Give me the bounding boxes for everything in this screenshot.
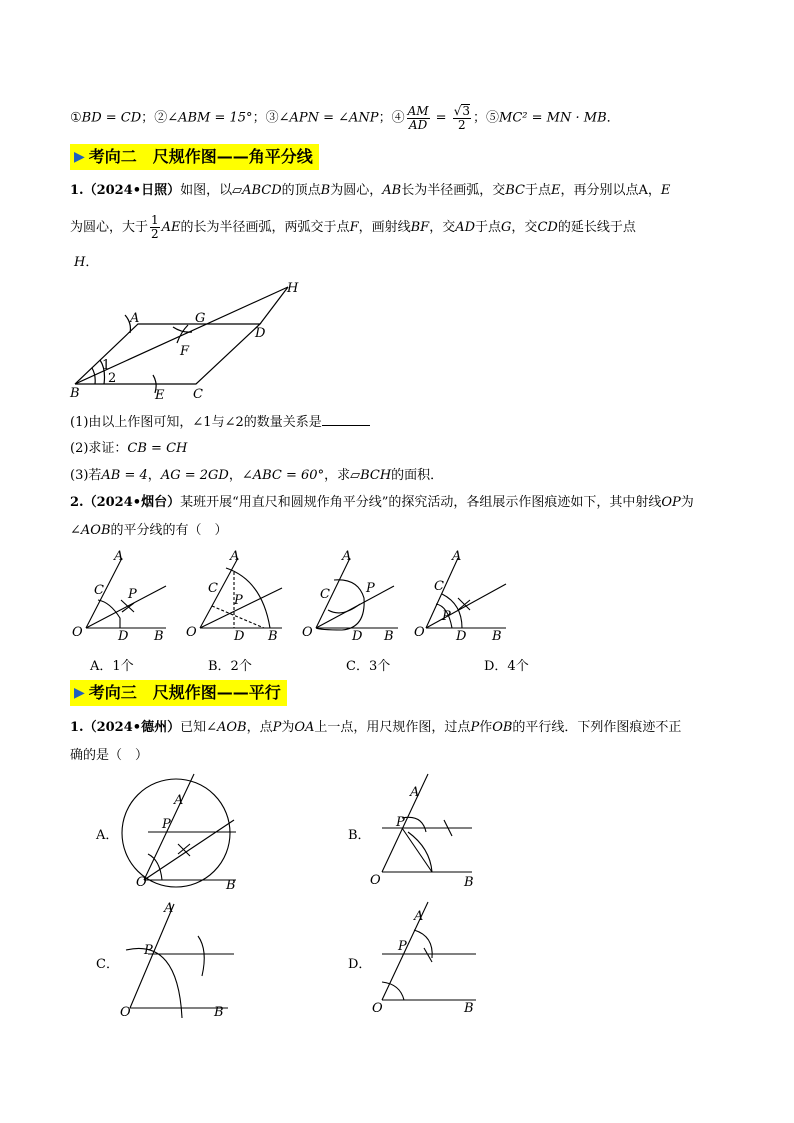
math: ∠AOB — [70, 523, 111, 538]
fraction-am-ad — [407, 105, 430, 132]
text: 为 — [281, 720, 295, 735]
text: ， — [647, 183, 661, 198]
q1-sub2 — [70, 440, 187, 458]
q3-option-c[interactable]: C． — [96, 957, 119, 972]
q1-line1 — [70, 182, 670, 200]
fraction-half — [150, 214, 160, 241]
text: 确的是（ ） — [70, 748, 149, 763]
separator: ； — [473, 110, 487, 126]
math: ▱ABCD — [232, 183, 282, 198]
text: 于点 — [475, 220, 502, 235]
math: P — [272, 720, 282, 735]
text: 于点 — [524, 183, 551, 198]
math: BF — [410, 220, 430, 235]
q2-figure-1 — [66, 548, 176, 648]
q3-option-d[interactable]: D． — [348, 957, 372, 972]
label-a: A — [174, 793, 184, 808]
q1-line3 — [74, 254, 98, 272]
math: ∠AOB — [206, 720, 247, 735]
label-d: D — [255, 326, 266, 341]
label-o: O — [370, 873, 381, 888]
text: 为 — [680, 495, 694, 510]
question-number: 2. — [70, 495, 84, 510]
label-c: C — [208, 581, 218, 596]
text: 已知 — [180, 720, 207, 735]
label-h: H — [287, 281, 299, 296]
math: B — [320, 183, 331, 198]
math: AB — [382, 183, 402, 198]
label-f: F — [180, 344, 190, 359]
question-number: 1. — [70, 183, 84, 198]
text: ，交 — [511, 220, 538, 235]
text: 的长为半径画弧，两弧交于点 — [180, 220, 350, 235]
text: 长为半径画弧，交 — [401, 183, 506, 198]
math: ∠ABC = 60° — [241, 468, 325, 483]
label-c: C — [434, 579, 444, 594]
q2-figure-3 — [298, 548, 408, 648]
label-a: A — [414, 909, 424, 924]
cd-extension — [260, 287, 288, 324]
text: 的平分线的有（ ） — [110, 523, 228, 538]
label-b: B — [70, 386, 80, 401]
math: G — [501, 220, 512, 235]
label-c: C — [193, 387, 203, 402]
arc-f-2 — [177, 325, 188, 343]
label-p: P — [144, 943, 153, 958]
label-b: B — [464, 875, 474, 890]
label-p: P — [128, 587, 137, 602]
label-b: B — [268, 629, 278, 644]
q3-figure-c — [118, 898, 248, 1023]
q3-figure-a — [118, 772, 248, 894]
math: BC — [505, 183, 525, 198]
label-o: O — [186, 625, 197, 640]
period: ． — [606, 110, 620, 126]
fraction-numerator: AM — [407, 103, 429, 118]
text: 的延长线于点 — [557, 220, 636, 235]
question-number: 1. — [70, 720, 84, 735]
text: 的顶点 — [281, 183, 321, 198]
q3-option-a[interactable]: A． — [96, 828, 119, 843]
math: F — [349, 220, 359, 235]
label-p: P — [234, 593, 243, 608]
label-c: C — [320, 587, 330, 602]
text: ， — [147, 468, 161, 483]
marker-4: ④ — [391, 110, 405, 126]
equals-sign: = — [431, 110, 451, 126]
math: OA — [294, 720, 315, 735]
math: P — [470, 720, 480, 735]
q3-option-b[interactable]: B． — [348, 828, 371, 843]
label-d: D — [352, 629, 363, 644]
parallelogram-outline — [75, 324, 260, 384]
label-e: E — [155, 388, 165, 403]
fraction-denominator: 2 — [458, 118, 466, 132]
question-source: （2024•日照） — [83, 183, 181, 198]
text: ， — [228, 468, 242, 483]
marker-2: ② — [154, 110, 168, 126]
label-b: B — [384, 629, 394, 644]
q2-line1 — [70, 494, 694, 512]
math: AE — [161, 220, 181, 235]
label-d: D — [118, 629, 129, 644]
angle-label-1: 1 — [102, 358, 111, 373]
label-o: O — [120, 1005, 131, 1020]
text: 为圆心， — [330, 183, 383, 198]
label-p: P — [442, 609, 451, 624]
label-g: G — [195, 311, 206, 326]
math: OP — [661, 495, 681, 510]
label-o: O — [414, 625, 425, 640]
q1-parallelogram-figure — [60, 275, 320, 405]
text: 如图，以 — [180, 183, 233, 198]
label-a: A — [230, 549, 240, 564]
text: ． — [85, 255, 99, 270]
answer-blank[interactable] — [322, 413, 370, 426]
label-p: P — [396, 815, 405, 830]
label-b: B — [214, 1005, 224, 1020]
q3-figure-d — [370, 898, 490, 1023]
q1-sub3 — [70, 467, 443, 485]
math: E — [550, 183, 561, 198]
text: (2)求证： — [70, 441, 128, 456]
triangle-bullet-icon: ▶ — [74, 685, 85, 701]
math: AD — [455, 220, 476, 235]
sqrt-icon: √ — [453, 104, 462, 118]
label-d: D — [234, 629, 245, 644]
marker-5: ⑤ — [486, 110, 500, 126]
math: AG = 2GD — [160, 468, 229, 483]
text: (1)由以上作图可知，∠1与∠2的数量关系是 — [70, 415, 322, 430]
q2-option-b[interactable]: B．2个 — [208, 659, 252, 674]
q1-sub1 — [70, 413, 370, 432]
text: ，画射线 — [358, 220, 411, 235]
label-o: O — [72, 625, 83, 640]
fraction-denominator: AD — [408, 117, 428, 132]
section-title: 考向二 尺规作图——角平分线 — [88, 147, 313, 166]
q2-figure-4 — [414, 548, 524, 648]
q1-line2 — [70, 214, 636, 241]
text: A — [638, 183, 648, 198]
math: H — [74, 255, 86, 270]
section-heading-parallel — [70, 680, 287, 706]
text: 上一点，用尺规作图，过点 — [314, 720, 471, 735]
text: ，再分别以点 — [560, 183, 639, 198]
math: E — [660, 183, 671, 198]
q2-option-a[interactable]: A．1个 — [90, 659, 134, 674]
label-c: C — [94, 583, 104, 598]
label-b: B — [464, 1001, 474, 1016]
radicand: 3 — [462, 104, 471, 118]
label-b: B — [226, 878, 236, 893]
conclusion-2: ∠ABM = 15° — [167, 110, 253, 126]
conclusion-3: ∠APN = ∠ANP — [278, 110, 379, 126]
math: OB — [492, 720, 513, 735]
label-o: O — [136, 875, 147, 890]
q2-option-c[interactable]: C．3个 — [346, 659, 391, 674]
label-o: O — [372, 1001, 383, 1016]
section-title: 考向三 尺规作图——平行 — [88, 683, 281, 702]
fraction-numerator: 1 — [151, 213, 159, 227]
question-source: （2024•德州） — [83, 720, 181, 735]
label-a: A — [410, 785, 420, 800]
label-a: A — [452, 549, 462, 564]
fraction-numerator — [453, 104, 471, 119]
label-b: B — [492, 629, 502, 644]
marker-3: ③ — [265, 110, 279, 126]
q2-line2 — [70, 522, 228, 540]
label-a: A — [130, 311, 140, 326]
label-d: D — [456, 629, 467, 644]
question-source: （2024•烟台） — [83, 495, 181, 510]
label-b: B — [154, 629, 164, 644]
separator: ； — [252, 110, 266, 126]
text: (3)若 — [70, 468, 102, 483]
text: 的面积． — [391, 468, 444, 483]
label-p: P — [162, 817, 171, 832]
text: 作 — [479, 720, 493, 735]
q2-option-d[interactable]: D．4个 — [484, 659, 529, 674]
q3-figure-b — [368, 772, 488, 894]
text: 某班开展“用直尺和圆规作角平分线”的探究活动，各组展示作图痕迹如下，其中射线 — [180, 495, 662, 510]
text: ，求 — [324, 468, 351, 483]
q3-line2 — [70, 747, 148, 765]
label-p: P — [366, 581, 375, 596]
angle-label-2: 2 — [108, 371, 117, 386]
fraction-denominator: 2 — [151, 227, 159, 241]
math: CD — [537, 220, 558, 235]
math: ▱BCH — [350, 468, 392, 483]
label-p: P — [398, 939, 407, 954]
separator: ； — [141, 110, 155, 126]
q2-figure-2 — [182, 548, 292, 648]
math: CB = CH — [127, 441, 188, 456]
label-a: A — [342, 549, 352, 564]
section-heading-angle-bisector — [70, 144, 319, 170]
top-conclusions-line — [70, 104, 620, 132]
triangle-bullet-icon: ▶ — [74, 149, 85, 165]
label-o: O — [302, 625, 313, 640]
conclusion-5: MC² = MN · MB — [499, 110, 607, 126]
label-a: A — [164, 901, 174, 916]
marker-1: ① — [70, 110, 82, 126]
text: ，交 — [429, 220, 456, 235]
label-a: A — [114, 549, 124, 564]
separator: ； — [378, 110, 392, 126]
text: 的平行线．下列作图痕迹不正 — [512, 720, 682, 735]
fraction-sqrt3-2 — [453, 104, 471, 132]
conclusion-1: BD = CD — [81, 110, 142, 126]
text: 为圆心，大于 — [70, 220, 149, 235]
text: ，点 — [246, 720, 273, 735]
q3-line1 — [70, 719, 681, 737]
math: AB = 4 — [101, 468, 148, 483]
